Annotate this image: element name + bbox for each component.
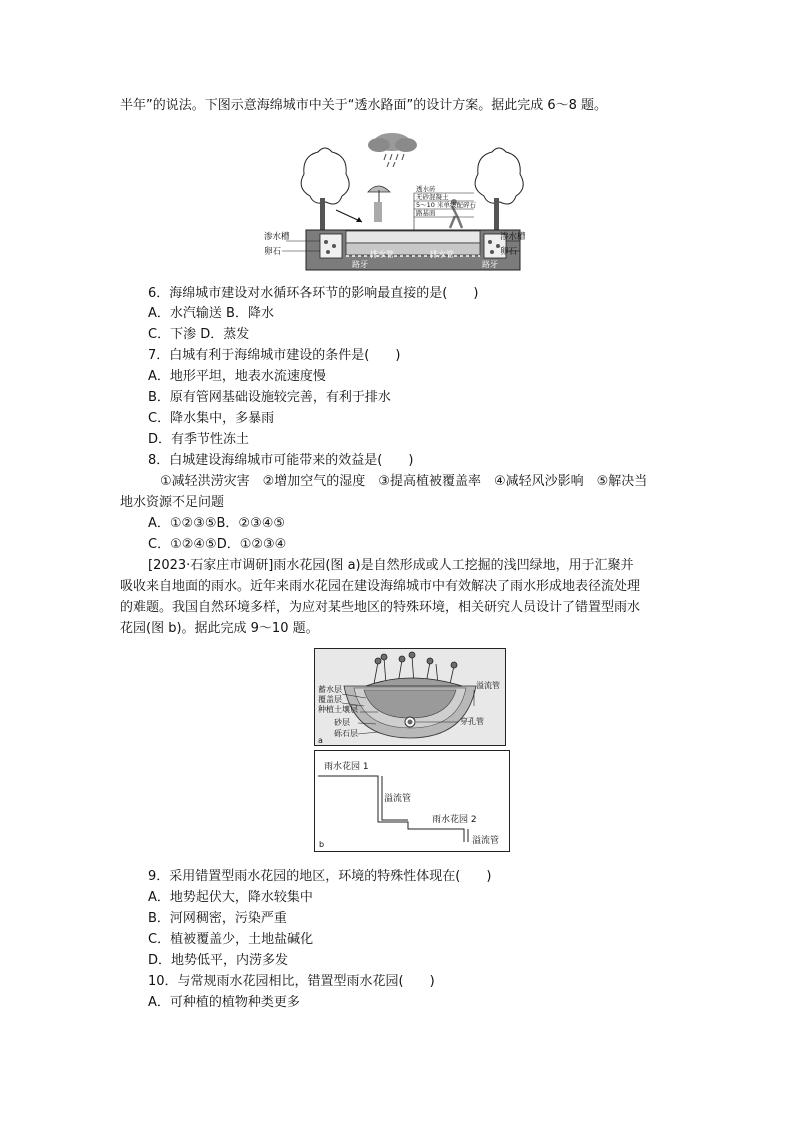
q7-option-d: D．有季节性冻土 [148,432,250,447]
layer-label: 透水砖 [416,185,436,193]
rain-garden-figure-a [314,648,506,746]
layer-label: 路基面 [416,209,436,217]
layer-label: 5～10 米单级配碎石 [416,201,476,209]
overflow-pipe-2-label: 溢流管 [472,836,500,846]
seepage-trough-label-left: 渗水槽 [264,232,290,242]
layer-label-gravel: 砾石层 [334,729,358,738]
q9-stem: 9．采用错置型雨水花园的地区，环境的特殊性体现在( ) [148,869,492,884]
curb-label-right: 路牙 [482,260,498,269]
paragraph-line4: 花园(图 b)。据此完成 9～10 题。 [120,621,319,636]
layer-label-soil: 种植土壤层 [318,705,358,714]
rain-cloud-icon [368,133,417,167]
q9-option-a: A．地势起伏大，降水较集中 [148,890,313,905]
tree-icon [475,148,523,232]
overflow-pipe-1-label: 溢流管 [384,794,412,804]
q6-options-ab: A．水汽输送 B．降水 [148,306,274,321]
pebble-label-left: 卵石 [264,247,282,257]
q7-option-b: B．原有管网基础设施较完善，有利于排水 [148,390,391,405]
layer-label: 无砂混凝土 [416,193,449,201]
tree-icon [301,148,349,232]
q8-options-cd: C．①②④⑤D．①②③④ [148,537,287,552]
figure-a-tag: a [318,736,323,745]
rain-garden-2-label: 雨水花园 2 [432,815,477,825]
q6-stem: 6．海绵城市建设对水循环各环节的影响最直接的是( ) [148,286,479,301]
overflow-pipe-label: 溢流管 [476,681,500,690]
q6-options-cd: C．下渗 D．蒸发 [148,327,250,342]
curb-label-left: 路牙 [352,260,368,269]
rain-garden-1-label: 雨水花园 1 [324,762,369,772]
q7-stem: 7．白城有利于海绵城市建设的条件是( ) [148,348,401,363]
figure-b-tag: b [319,840,325,849]
intro-line: 半年”的说法。下图示意海绵城市中关于“透水路面”的设计方案。据此完成 6～8 题。 [120,98,608,113]
paragraph-line2: 吸收来自地面的雨水。近年来雨水花园在建设海绵城市中有效解决了雨水形成地表径流处理 [120,579,641,594]
q9-option-d: D．地势低平，内涝多发 [148,953,289,968]
layer-label-mulch: 覆盖层 [318,695,342,704]
person-with-umbrella-icon [368,186,390,222]
layer-label-storage: 蓄水层 [318,685,342,694]
drain-pipe-label-right: 排水管 [430,250,454,259]
q8-items-line1: ①减轻洪涝灾害 ②增加空气的湿度 ③提高植被覆盖率 ④减轻风沙影响 ⑤解决当 [160,474,648,489]
q7-option-a: A．地形平坦，地表水流速度慢 [148,369,326,384]
q10-option-a: A．可种植的植物种类更多 [148,995,300,1010]
permeable-pavement-figure [262,130,534,272]
layer-label-sand: 砂层 [334,718,350,727]
q8-items-line2: 地水资源不足问题 [120,495,225,510]
drain-pipe-label-left: 排水管 [370,250,394,259]
q9-option-b: B．河网稠密，污染严重 [148,911,287,926]
q7-option-c: C．降水集中，多暴雨 [148,411,275,426]
staggered-garden-figure-b [314,750,510,852]
perforated-pipe-label: 穿孔管 [460,717,484,726]
pebble-label-right: 卵石 [500,247,518,257]
q9-option-c: C．植被覆盖少，土地盐碱化 [148,932,314,947]
paragraph-line1: [2023·石家庄市调研]雨水花园(图 a)是自然形成或人工挖掘的浅凹绿地，用于汇聚并 [148,558,634,573]
q8-options-ab: A．①②③⑤B．②③④⑤ [148,516,286,531]
paragraph-line3: 的难题。我国自然环境多样，为应对某些地区的特殊环境，相关研究人员设计了错置型雨水 [120,600,641,615]
q8-stem: 8．白城建设海绵城市可能带来的效益是( ) [148,453,414,468]
seepage-trough-label-right: 渗水槽 [500,232,526,242]
q10-stem: 10．与常规雨水花园相比，错置型雨水花园( ) [148,974,435,989]
